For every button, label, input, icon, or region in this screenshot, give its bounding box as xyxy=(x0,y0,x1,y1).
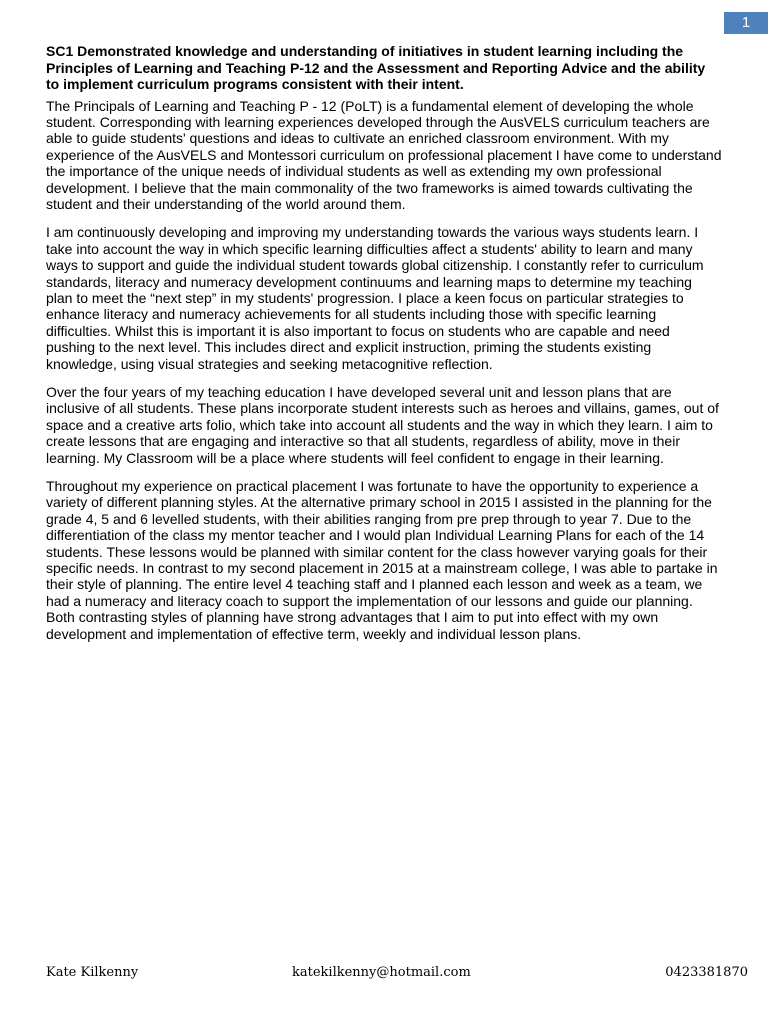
criterion-heading: SC1 Demonstrated knowledge and understanding of initiatives in student learning including the Principles of Learning and Teaching P-12 and the Assessment and Reporting Advice and the ability to implement curriculum programs consistent with their intent. xyxy=(46,43,706,92)
footer-phone: 0423381870 xyxy=(665,965,748,980)
page-number: 1 xyxy=(724,12,768,34)
footer-name: Kate Kilkenny xyxy=(46,965,139,980)
paragraph-learning-development: I am continuously developing and improving my understanding towards the various ways students learn. I take into account the way in which specific learning difficulties affect a students' ability to learn and many ways to support and guide the individual student towards global citizenship. I constantly refer to curriculum standards, literacy and numeracy development continuums and learning maps to determine my teaching plan to meet the “next step” in my students' progression. I place a keen focus on particular strategies to enhance literacy and numeracy achievements for all students including those with specific learning difficulties. Whilst this is important it is also important to focus on students who are capable and need pushing to the next level. This includes direct and explicit instruction, priming the students existing knowledge, using visual strategies and seeking metacognitive reflection. xyxy=(46,224,704,372)
footer-email: katekilkenny@hotmail.com xyxy=(292,965,471,980)
paragraph-planning-styles: Throughout my experience on practical placement I was fortunate to have the opportunity to experience a variety of different planning styles. At the alternative primary school in 2015 I assisted in the planning for the grade 4, 5 and 6 levelled students, with their abilities ranging from pre prep through to year 7. Due to the differentiation of the class my mentor teacher and I would plan Individual Learning Plans for each of the 14 students. These lessons would be planned with similar content for the class however varying goals for their specific needs. In contrast to my second placement in 2015 at a mainstream college, I was able to partake in their style of planning. The entire level 4 teaching staff and I planned each lesson and week as a team, we had a numeracy and literacy coach to support the implementation of our lessons and guide our planning. Both contrasting styles of planning have strong advantages that I aim to put into effect with my own development and implementation of effective term, weekly and individual lesson plans. xyxy=(46,478,718,642)
paragraph-polt: The Principals of Learning and Teaching P - 12 (PoLT) is a fundamental element of developing the whole student. Corresponding with learning experiences developed through the AusVELS curriculum teachers are able to guide students' questions and ideas to cultivate an enriched classroom environment. With my experience of the AusVELS and Montessori curriculum on professional placement I have come to understand the importance of the unique needs of individual students as well as extending my own professional development. I believe that the main commonality of the two frameworks is aimed towards cultivating the student and their understanding of the world around them. xyxy=(46,97,722,212)
paragraph-unit-plans: Over the four years of my teaching education I have developed several unit and lesson plans that are inclusive of all students. These plans incorporate student interests such as heroes and villains, games, out of space and a creative arts folio, which take into account all students and the way in which they learn. I aim to create lessons that are engaging and interactive so that all students, regardless of ability, move in their learning. My Classroom will be a place where students will feel confident to engage in their learning. xyxy=(46,384,719,466)
document-body xyxy=(46,43,722,654)
page-footer xyxy=(46,964,748,982)
